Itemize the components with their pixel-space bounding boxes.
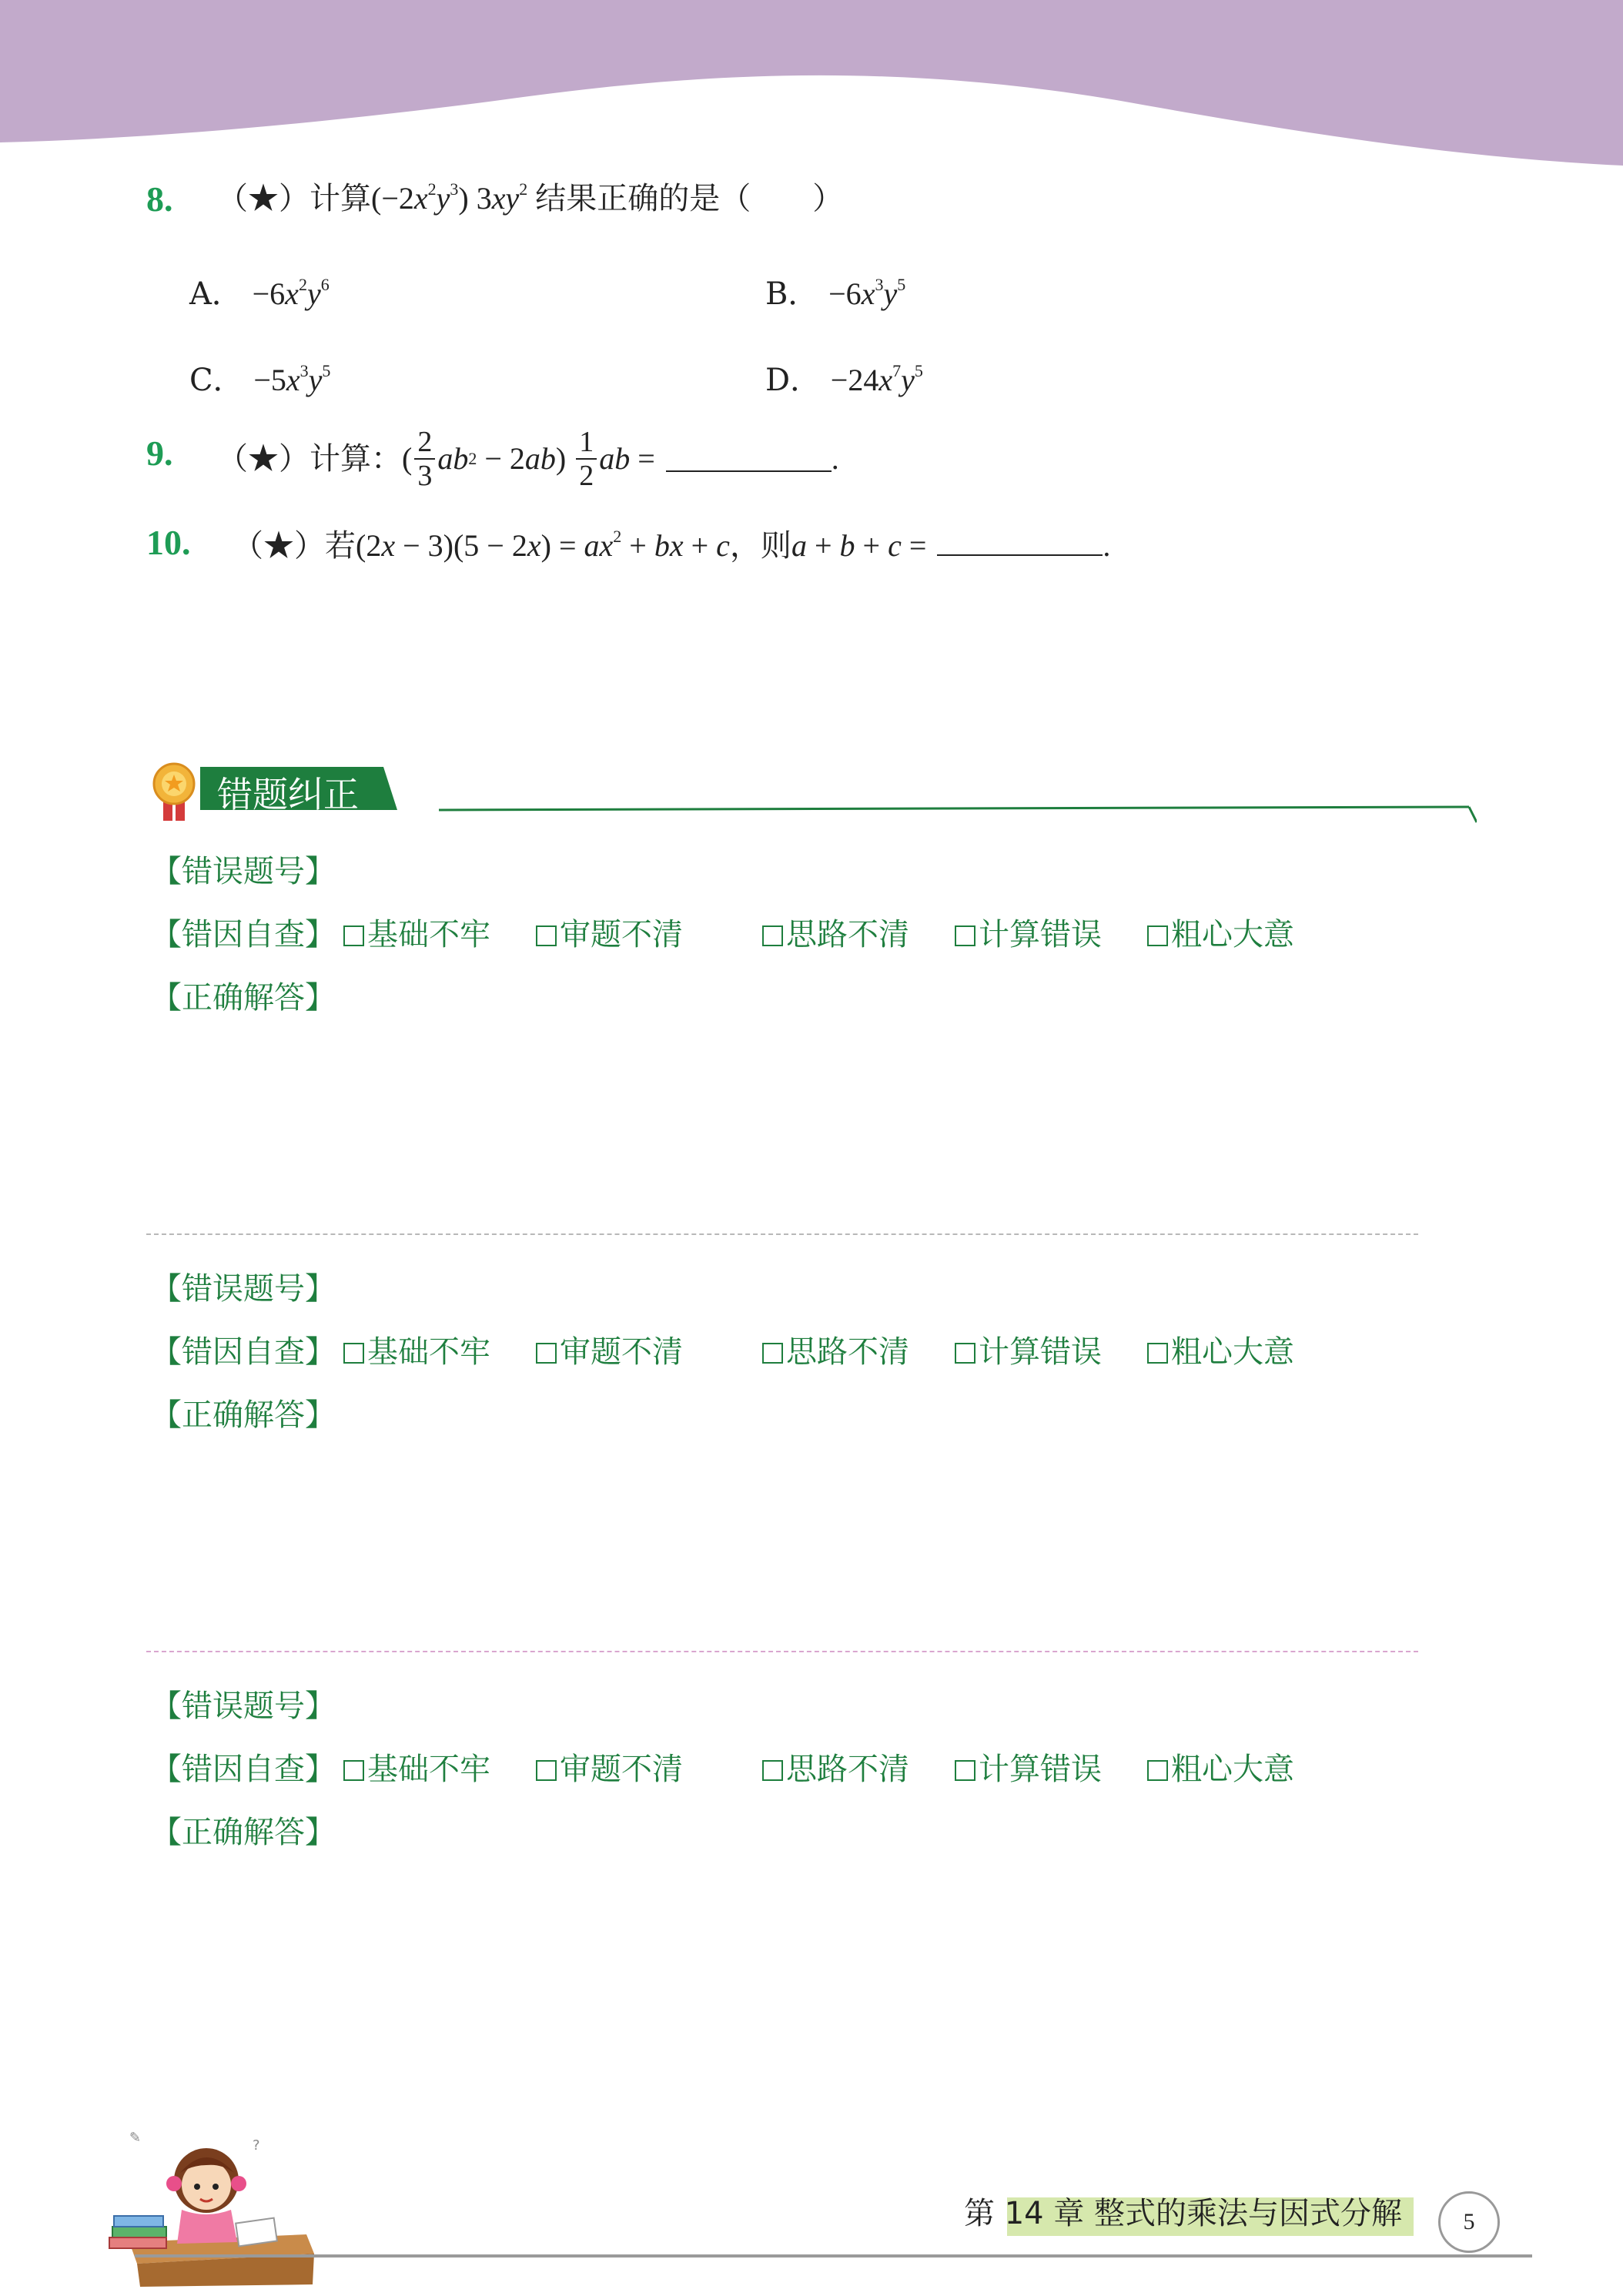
option-a-letter: A．: [189, 276, 243, 312]
question-9-prefix: （★）计算：: [217, 441, 402, 477]
option-b[interactable]: [765, 269, 905, 313]
question-8-text: [217, 179, 844, 216]
checkbox-icon: [762, 1760, 783, 1781]
page-number: 5: [1438, 2191, 1500, 2253]
checkbox-icon: [343, 925, 364, 946]
girl-reading-illustration: [106, 2119, 322, 2288]
divider-1: [146, 1233, 1418, 1235]
svg-text:?: ?: [253, 2137, 260, 2154]
error-cause-label: 【错因自查】: [151, 1752, 336, 1787]
question-8-prefix: （★）计算: [217, 181, 371, 216]
checkbox-icon: [536, 1343, 557, 1364]
option-d[interactable]: [765, 356, 923, 400]
checkbox-icon: [343, 1343, 364, 1364]
cause-reading-checkbox[interactable]: 审题不清: [536, 1745, 683, 1789]
question-8-suffix: 结果正确的是（ ）: [535, 181, 844, 216]
question-10-expression: $(2x - 3)(5 - 2x) = ax^2$ + bx + c: [356, 527, 730, 563]
correct-answer-label: 【正确解答】: [151, 980, 336, 1016]
cause-basics-checkbox[interactable]: 基础不牢: [343, 1327, 490, 1371]
cause-careless-checkbox[interactable]: 粗心大意: [1147, 1745, 1294, 1789]
option-b-letter: B．: [765, 276, 819, 312]
cause-careless-checkbox[interactable]: 粗心大意: [1147, 1327, 1294, 1371]
question-10-target: a + b + c =: [791, 528, 935, 563]
option-a[interactable]: [189, 269, 330, 313]
checkbox-icon: [1147, 925, 1168, 946]
cause-calculation-checkbox[interactable]: 计算错误: [955, 910, 1102, 954]
correct-answer-label: 【正确解答】: [151, 1397, 336, 1433]
wrong-question-number-label: 【错误题号】: [151, 1689, 336, 1724]
section-title: 错题纠正: [217, 774, 359, 815]
checkbox-icon: [1147, 1343, 1168, 1364]
wrong-question-number-label: 【错误题号】: [151, 854, 336, 889]
question-10-number: 10.: [146, 523, 191, 562]
cause-reading-checkbox[interactable]: 审题不清: [536, 910, 683, 954]
footer-chapter-title: 第 14 章 整式的乘法与因式分解: [964, 2196, 1403, 2231]
question-8-number: 8.: [146, 179, 173, 219]
option-b-value: $-6x^3y^5$: [828, 275, 906, 311]
question-9-number: 9.: [146, 433, 173, 473]
cause-calculation-checkbox[interactable]: 计算错误: [955, 1327, 1102, 1371]
cause-thinking-checkbox[interactable]: 思路不清: [762, 1327, 909, 1371]
top-wave-decoration: [0, 0, 1623, 177]
medal-icon: [154, 764, 194, 821]
checkbox-icon: [762, 925, 783, 946]
cause-basics-checkbox[interactable]: 基础不牢: [343, 1745, 490, 1789]
svg-text:✎: ✎: [129, 2130, 142, 2146]
checkbox-icon: [955, 925, 975, 946]
checkbox-icon: [762, 1343, 783, 1364]
cause-basics-checkbox[interactable]: 基础不牢: [343, 910, 490, 954]
option-a-value: $-6x^2y^6$: [252, 275, 330, 311]
checkbox-icon: [1147, 1760, 1168, 1781]
divider-2: [146, 1651, 1418, 1652]
error-cause-label: 【错因自查】: [151, 1334, 336, 1370]
question-9-expression: ( $\frac{2}{3}$ ab 2 − 2 ab ) $\frac{1}{2}$ ab = .: [402, 426, 839, 492]
option-d-value: $-24x^7y^5$: [830, 361, 923, 397]
checkbox-icon: [955, 1343, 975, 1364]
question-8-expression: $(-2x^2y^3)$ $3xy^2$: [371, 179, 528, 216]
cause-calculation-checkbox[interactable]: 计算错误: [955, 1745, 1102, 1789]
checkbox-icon: [536, 1760, 557, 1781]
question-10-answer-blank[interactable]: [937, 530, 1103, 556]
checkbox-icon: [536, 925, 557, 946]
correct-answer-label: 【正确解答】: [151, 1815, 336, 1850]
cause-thinking-checkbox[interactable]: 思路不清: [762, 1745, 909, 1789]
checkbox-icon: [955, 1760, 975, 1781]
option-c[interactable]: [189, 356, 330, 400]
cause-thinking-checkbox[interactable]: 思路不清: [762, 910, 909, 954]
option-d-letter: D．: [765, 363, 822, 398]
cause-reading-checkbox[interactable]: 审题不清: [536, 1327, 683, 1371]
question-9-answer-blank[interactable]: [666, 446, 832, 472]
option-c-letter: C．: [189, 363, 244, 398]
checkbox-icon: [343, 1760, 364, 1781]
question-10-prefix: （★）若: [233, 528, 356, 564]
footer-rule: [135, 2254, 1532, 2258]
wrong-question-number-label: 【错误题号】: [151, 1271, 336, 1307]
error-cause-label: 【错因自查】: [151, 917, 336, 952]
question-10-mid: ，则: [729, 528, 791, 564]
cause-careless-checkbox[interactable]: 粗心大意: [1147, 910, 1294, 954]
question-9-text: [217, 420, 839, 497]
option-c-value: $-5x^3y^5$: [253, 361, 331, 397]
question-10-text: （★）若$(2x - 3)(5 - 2x) = ax^2$ + bx + c，则a + b + c = .: [233, 527, 1111, 564]
